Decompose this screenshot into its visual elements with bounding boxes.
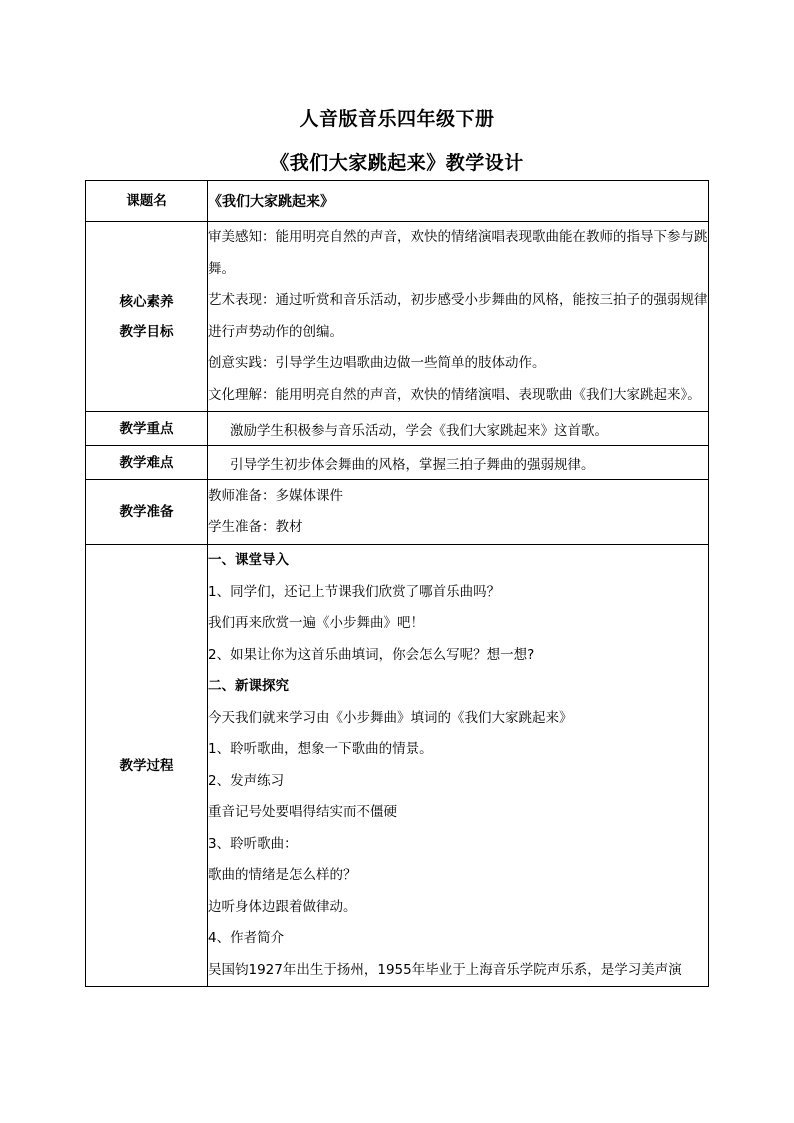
process-line: 吴国钧1927年出生于扬州，1955年毕业于上海音乐学院声乐系，是学习美声演 [208, 961, 682, 978]
difficulty-value: 引导学生初步体会舞曲的风格，掌握三拍子舞曲的强弱规律。 [230, 456, 595, 473]
process-line: 1、同学们，还记上节课我们欣赏了哪首乐曲吗？ [208, 583, 501, 600]
preparation-label: 教学准备 [86, 480, 208, 545]
focus-label: 教学重点 [86, 412, 208, 446]
process-heading: 二、新课探究 [208, 678, 289, 694]
row-preparation [86, 480, 709, 545]
process-line: 4、作者简介 [208, 930, 285, 946]
focus-content [208, 412, 709, 446]
process-line: 我们再来欣赏一遍《小步舞曲》吧！ [208, 615, 424, 631]
process-content [208, 545, 709, 987]
row-process [86, 545, 709, 987]
process-line: 歌曲的情绪是怎么样的？ [208, 867, 357, 883]
row-objectives [86, 222, 709, 412]
process-line: 2、发声练习 [208, 772, 285, 789]
objective-culture: 文化理解：能用明亮自然的声音，欢快的情绪演唱、表现歌曲《我们大家跳起来》。 [208, 386, 701, 403]
row-focus [86, 412, 709, 446]
objectives-label-line2: 教学目标 [119, 323, 174, 340]
process-line: 边听身体边跟着做律动。 [208, 898, 357, 915]
row-difficulty [86, 446, 709, 480]
topic-value: 《我们大家跳起来》 [208, 181, 709, 222]
objectives-content [208, 222, 709, 412]
preparation-teacher: 教师准备：多媒体课件 [208, 487, 343, 504]
process-line: 1、聆听歌曲，想象一下歌曲的情景。 [208, 741, 433, 757]
lesson-plan-table [85, 180, 709, 987]
preparation-content [208, 480, 709, 545]
difficulty-content [208, 446, 709, 480]
process-heading: 一、课堂导入 [208, 552, 289, 568]
process-line: 3、聆听歌曲： [208, 835, 298, 852]
process-line: 重音记号处要唱得结实而不僵硬 [208, 804, 397, 820]
objectives-label [86, 222, 208, 412]
objective-aesthetic: 审美感知：能用明亮自然的声音，欢快的情绪演唱表现歌曲能在教师的指导下参与跳舞。 [208, 229, 708, 277]
process-label: 教学过程 [86, 545, 208, 987]
document-subtitle: 《我们大家跳起来》教学设计 [270, 152, 524, 174]
row-topic [86, 181, 709, 222]
objective-expression: 艺术表现：通过听赏和音乐活动，初步感受小步舞曲的风格，能按三拍子的强弱规律进行声势动作的创编。 [208, 292, 708, 340]
objective-creative: 创意实践：引导学生边唱歌曲边做一些简单的肢体动作。 [208, 355, 546, 371]
document-title: 人音版音乐四年级下册 [299, 108, 495, 130]
process-line: 2、如果让你为这首乐曲填词，你会怎么写呢？想一想? [208, 646, 535, 663]
process-line: 今天我们就来学习由《小步舞曲》填词的《我们大家跳起来》 [208, 709, 573, 726]
objectives-label-line1: 核心素养 [119, 293, 174, 310]
focus-value: 激励学生积极参与音乐活动，学会《我们大家跳起来》这首歌。 [230, 422, 608, 439]
difficulty-label: 教学难点 [86, 446, 208, 480]
preparation-student: 学生准备：教材 [208, 519, 303, 535]
topic-label: 课题名 [86, 181, 208, 222]
